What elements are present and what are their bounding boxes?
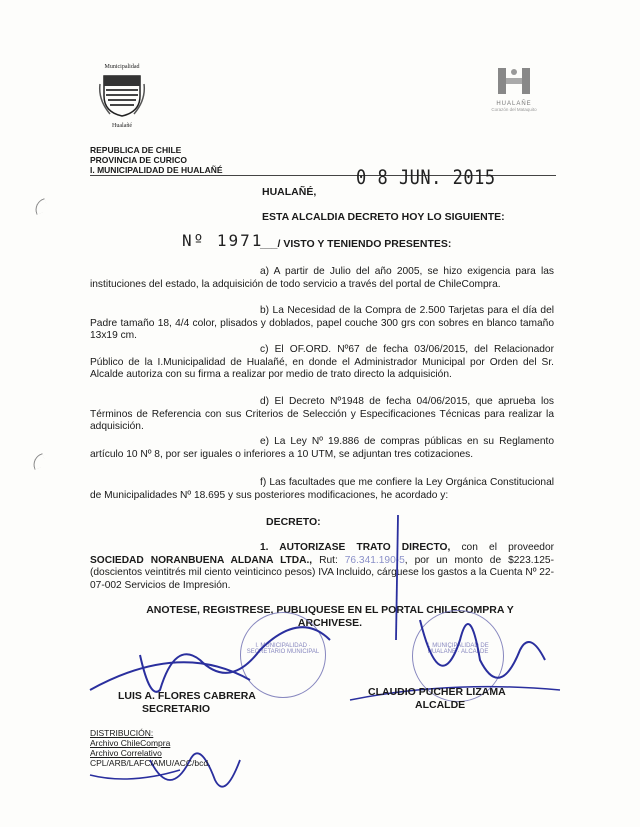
punch-hole-bottom	[30, 453, 47, 470]
consideration-e-text: e) La Ley Nº 19.886 de compras públicas en su Reglamento artículo 10 Nº 8, por ser iguales o inferiores a 10 UTM, se adjuntan tres cotizaciones.	[90, 436, 554, 460]
supplier-name: SOCIEDAD NORANBUENA ALDANA LTDA.,	[90, 554, 313, 566]
secretary-stamp	[240, 612, 326, 698]
hualane-h-logo-icon	[494, 66, 534, 96]
mayor-name: CLAUDIO PUCHER LIZAMA	[368, 686, 506, 698]
consideration-b-text: b) La Necesidad de la Compra de 2.500 Tarjetas para el día del Padre tamaño 18, 4/4 color, plisados y doblados, papel couche 300 grs con sobres en blanco tamaño 13x19 cm.	[90, 305, 554, 342]
consideration-c	[90, 344, 554, 382]
distribution-title: DISTRIBUCIÓN:	[90, 728, 154, 738]
distribution-initials: CPL/ARB/LAFC/AMU/ACC/bcd.	[90, 758, 211, 768]
article-lead: 1. AUTORIZASE TRATO DIRECTO,	[260, 542, 451, 553]
punch-hole-top	[32, 198, 49, 215]
consideration-f	[90, 477, 554, 502]
header-line-2: PROVINCIA DE CURICO	[90, 155, 187, 165]
consideration-d	[90, 396, 554, 434]
consideration-f-text: f) Las facultades que me confiere la Ley Orgánica Constitucional de Municipalidades Nº 18.695 y sus posteriores modificaciones, he acordado y:	[90, 477, 554, 501]
decree-article-1	[90, 542, 554, 592]
distribution-block	[90, 728, 210, 768]
decree-number: Nº 1971	[182, 231, 264, 250]
consideration-a	[90, 266, 554, 291]
date-stamp: 0 8 JUN. 2015	[356, 166, 496, 190]
secretary-title: SECRETARIO	[142, 703, 211, 715]
crest-text-top: Municipalidad	[104, 64, 140, 70]
consideration-a-text: a) A partir de Julio del año 2005, se hizo exigencia para las instituciones del estado, la adquisición de todo servicio a través del portal de ChileCompra.	[90, 266, 554, 290]
decree-intro: ESTA ALCALDIA DECRETO HOY LO SIGUIENTE:	[262, 211, 505, 223]
logo-tagline: Corazón del Mataquito	[491, 107, 537, 112]
rut-value: 76.341.190-5	[344, 554, 405, 566]
logo-name: HUALAÑE	[496, 101, 532, 107]
consideration-c-text: c) El OF.ORD. Nº67 de fecha 03/06/2015, del Relacionador Público de la I.Municipalidad de Hualañé, en donde el Administrador Municipal por Orden del Sr. Alcalde autoriza con su firma a realizar por medio de trato directo la adquisición.	[90, 344, 554, 381]
consideration-b	[90, 305, 554, 343]
hualane-logo	[488, 66, 540, 112]
closing-statement: ANOTESE, REGISTRESE, PUBLIQUESE EN EL PORTAL CHILECOMPRA Y ARCHIVESE.	[146, 604, 514, 629]
decreto-heading: DECRETO:	[266, 516, 321, 528]
consideration-d-text: d) El Decreto Nº1948 de fecha 04/06/2015, que aprueba los Términos de Referencia con sus Criterios de Selección y Especificaciones Técnicas para realizar la adquisición.	[90, 396, 554, 433]
mayor-title: ALCALDE	[415, 699, 466, 711]
visto-heading: ___/ VISTO Y TENIENDO PRESENTES:	[260, 238, 452, 250]
municipal-crest	[98, 64, 146, 130]
place-name: HUALAÑÉ,	[262, 186, 317, 198]
header-line-3: I. MUNICIPALIDAD DE HUALAÑÉ	[90, 165, 223, 175]
amount-text: , por un monto de $223.125- (doscientos veintitrés mil ciento veinticinco pesos) IVA Incluido, cárguese los gastos a la Cuenta Nº 22-07-002 Servicios de Impresión.	[90, 554, 554, 591]
distribution-item-chilecompra: Archivo ChileCompra	[90, 738, 171, 748]
consideration-e	[90, 436, 554, 461]
header-line-1: REPUBLICA DE CHILE	[90, 145, 182, 155]
distribution-item-correlativo: Archivo Correlativo	[90, 748, 162, 758]
mayor-stamp-text: I. MUNICIPALIDAD DE HUALAÑE · ALCALDE	[427, 643, 489, 655]
rut-label: Rut:	[319, 554, 338, 566]
crest-shield-icon	[98, 70, 146, 118]
secretary-stamp-text: I. MUNICIPALIDAD · SECRETARIO MUNICIPAL	[246, 643, 320, 655]
crest-text-bottom: Hualañé	[112, 123, 132, 129]
secretary-name: LUIS A. FLORES CABRERA	[118, 690, 256, 702]
article-lead-rest: con el proveedor	[461, 542, 555, 553]
